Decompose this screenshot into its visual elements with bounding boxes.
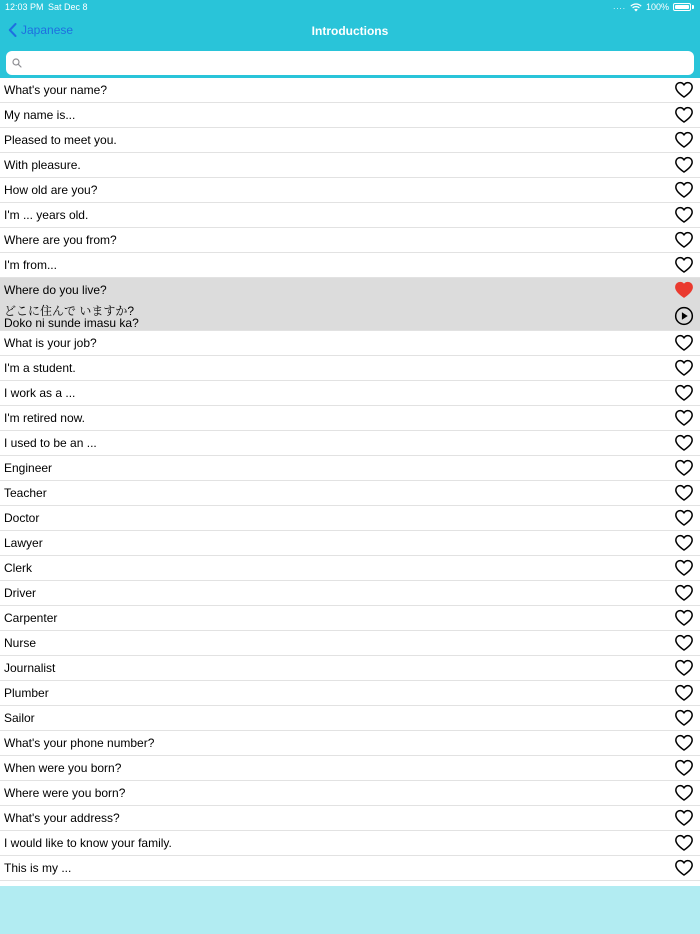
phrase-label: Clerk	[4, 561, 33, 575]
wifi-icon	[630, 3, 642, 12]
list-item-expanded[interactable]	[0, 278, 700, 331]
phrase-label: What's your address?	[4, 811, 120, 825]
list-item[interactable]	[0, 831, 700, 856]
phrase-label: Doctor	[4, 511, 40, 525]
phrase-label: Journalist	[4, 661, 56, 675]
list-item[interactable]	[0, 103, 700, 128]
phrase-label: My name is...	[4, 108, 76, 122]
list-item[interactable]	[0, 506, 700, 531]
list-item[interactable]	[0, 481, 700, 506]
list-item[interactable]	[0, 153, 700, 178]
list-item[interactable]	[0, 656, 700, 681]
heart-outline-icon[interactable]	[674, 458, 694, 478]
status-time: 12:03 PM	[5, 2, 44, 12]
list-item[interactable]	[0, 581, 700, 606]
heart-outline-icon[interactable]	[674, 683, 694, 703]
search-box[interactable]	[6, 51, 694, 75]
heart-outline-icon[interactable]	[674, 733, 694, 753]
list-item[interactable]	[0, 631, 700, 656]
heart-outline-icon[interactable]	[674, 783, 694, 803]
phrase-label: I'm a student.	[4, 361, 76, 375]
status-bar	[0, 0, 700, 14]
heart-outline-icon[interactable]	[674, 255, 694, 275]
heart-outline-icon[interactable]	[674, 558, 694, 578]
phrase-label: Plumber	[4, 686, 49, 700]
heart-outline-icon[interactable]	[674, 408, 694, 428]
list-item[interactable]	[0, 253, 700, 278]
list-item[interactable]	[0, 381, 700, 406]
list-item[interactable]	[0, 806, 700, 831]
heart-outline-icon[interactable]	[674, 758, 694, 778]
phrase-label: I'm from...	[4, 258, 57, 272]
list-item[interactable]	[0, 228, 700, 253]
page-title: Introductions	[311, 24, 389, 38]
phrase-list	[0, 78, 700, 886]
heart-outline-icon[interactable]	[674, 608, 694, 628]
phrase-label: I used to be an ...	[4, 436, 97, 450]
list-item[interactable]	[0, 756, 700, 781]
romaji-translation: Doko ni sunde imasu ka?	[4, 316, 139, 330]
heart-outline-icon[interactable]	[674, 230, 694, 250]
heart-outline-icon[interactable]	[674, 433, 694, 453]
play-audio-icon[interactable]	[674, 306, 694, 326]
heart-outline-icon[interactable]	[674, 105, 694, 125]
list-item[interactable]	[0, 178, 700, 203]
heart-outline-icon[interactable]	[674, 80, 694, 100]
heart-outline-icon[interactable]	[674, 658, 694, 678]
phrase-label: Where are you from?	[4, 233, 117, 247]
phrase-label: This is my ...	[4, 861, 72, 875]
heart-outline-icon[interactable]	[674, 155, 694, 175]
heart-outline-icon[interactable]	[674, 533, 694, 553]
phrase-label: When were you born?	[4, 761, 122, 775]
phrase-label: What is your job?	[4, 336, 97, 350]
phrase-label: I'm ... years old.	[4, 208, 89, 222]
list-item[interactable]	[0, 781, 700, 806]
phrase-label: What's your phone number?	[4, 736, 155, 750]
list-item[interactable]	[0, 606, 700, 631]
cellular-dots-icon: ....	[613, 2, 626, 11]
list-item[interactable]	[0, 681, 700, 706]
heart-outline-icon[interactable]	[674, 383, 694, 403]
heart-outline-icon[interactable]	[674, 358, 694, 378]
battery-icon	[673, 3, 691, 11]
list-item[interactable]	[0, 856, 700, 881]
phrase-label: What's your name?	[4, 83, 108, 97]
status-date: Sat Dec 8	[48, 2, 88, 12]
heart-outline-icon[interactable]	[674, 333, 694, 353]
list-item[interactable]	[0, 356, 700, 381]
phrase-label: Where do you live?	[4, 283, 107, 297]
heart-outline-icon[interactable]	[674, 583, 694, 603]
search-area	[0, 48, 700, 78]
list-item[interactable]	[0, 731, 700, 756]
phrase-label: Nurse	[4, 636, 37, 650]
heart-outline-icon[interactable]	[674, 808, 694, 828]
battery-tip	[692, 5, 694, 9]
phrase-label: I would like to know your family.	[4, 836, 172, 850]
phrase-label: Engineer	[4, 461, 53, 475]
heart-outline-icon[interactable]	[674, 180, 694, 200]
phrase-label: Carpenter	[4, 611, 58, 625]
heart-outline-icon[interactable]	[674, 858, 694, 878]
japanese-translation: どこに住んで いますか?	[4, 304, 135, 318]
list-item[interactable]	[0, 406, 700, 431]
phrase-label: Sailor	[4, 711, 35, 725]
phrase-label: Where were you born?	[4, 786, 126, 800]
phrase-label: Pleased to meet you.	[4, 133, 117, 147]
search-icon	[12, 58, 22, 68]
phrase-label: I work as a ...	[4, 386, 76, 400]
list-item[interactable]	[0, 78, 700, 103]
navigation-bar	[0, 14, 700, 48]
list-item[interactable]	[0, 203, 700, 228]
heart-outline-icon[interactable]	[674, 508, 694, 528]
phrase-label: How old are you?	[4, 183, 98, 197]
phrase-label: Teacher	[4, 486, 47, 500]
phrase-label: I'm retired now.	[4, 411, 85, 425]
list-item[interactable]	[0, 431, 700, 456]
list-item[interactable]	[0, 531, 700, 556]
battery-percent: 100%	[645, 2, 669, 12]
phrase-label: Driver	[4, 586, 36, 600]
heart-outline-icon[interactable]	[674, 633, 694, 653]
bottom-bar	[0, 886, 700, 934]
heart-filled-icon[interactable]	[674, 280, 694, 300]
heart-outline-icon[interactable]	[674, 130, 694, 150]
list-item[interactable]	[0, 128, 700, 153]
phrase-label: Lawyer	[4, 536, 43, 550]
heart-outline-icon[interactable]	[674, 833, 694, 853]
heart-outline-icon[interactable]	[674, 205, 694, 225]
heart-outline-icon[interactable]	[674, 708, 694, 728]
phrase-label: With pleasure.	[4, 158, 81, 172]
status-right	[613, 0, 694, 14]
heart-outline-icon[interactable]	[674, 483, 694, 503]
back-label: Japanese	[21, 23, 74, 37]
list-item[interactable]	[0, 556, 700, 581]
list-item[interactable]	[0, 706, 700, 731]
search-input[interactable]	[28, 56, 694, 70]
list-item[interactable]	[0, 331, 700, 356]
list-item[interactable]	[0, 456, 700, 481]
